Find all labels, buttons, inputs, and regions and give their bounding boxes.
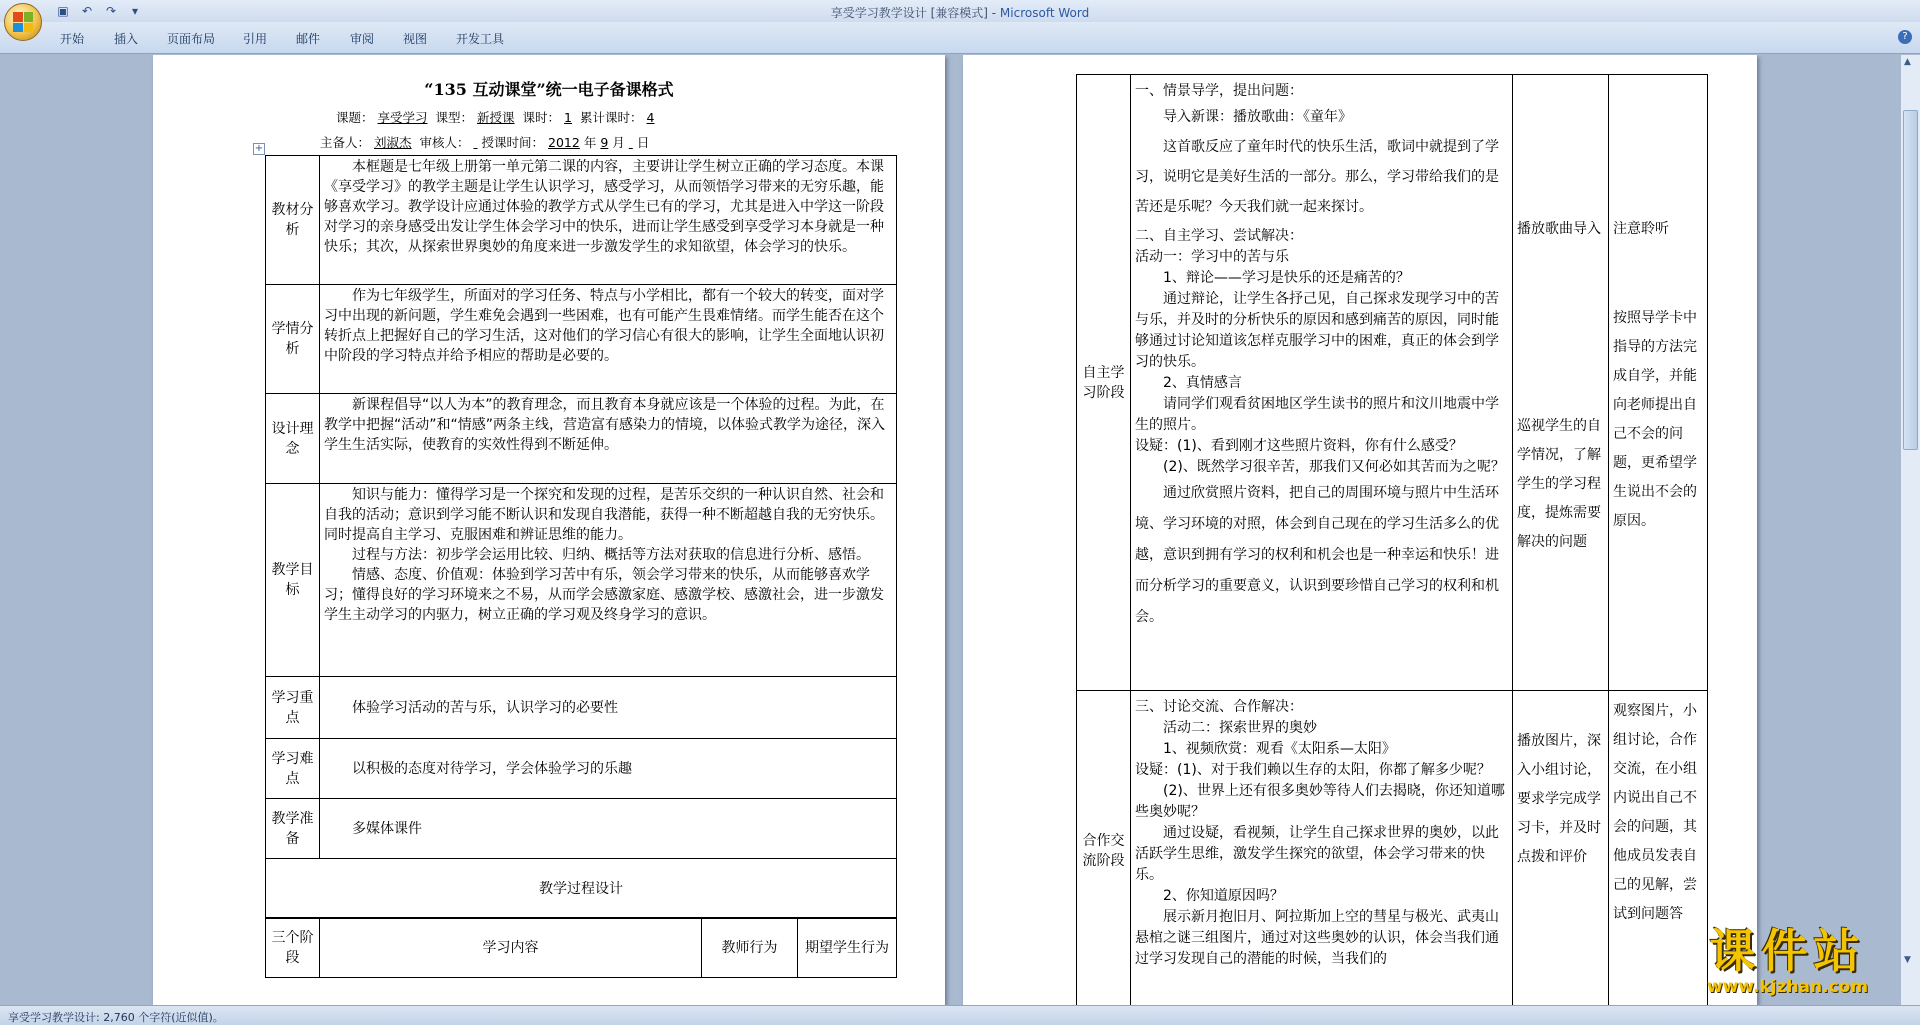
vertical-scrollbar[interactable] xyxy=(1900,55,1920,1005)
paragraph: 展示新月抱旧月、阿拉斯加上空的彗星与极光、武夷山悬棺之谜三组图片，通过对这些奥妙的认识，体会当我们通过学习发现自己的潜能的时候，当我们的 xyxy=(1135,909,1499,967)
status-bar xyxy=(0,1005,1920,1025)
paragraph: 活动二：探索世界的奥妙 xyxy=(1163,720,1317,736)
table-row xyxy=(266,739,897,799)
document-page-1 xyxy=(153,55,945,1005)
paragraph: 1、视频欣赏：观看《太阳系—太阳》 xyxy=(1163,741,1396,757)
window-title: 享受学习教学设计 [兼容模式] - Microsoft Word xyxy=(830,6,1090,20)
paragraph: 导入新课：播放歌曲：《童年》 xyxy=(1163,109,1352,125)
table-move-handle-icon[interactable]: + xyxy=(254,143,264,154)
tab-references[interactable]: 引用 xyxy=(243,32,268,46)
header-teacher: 教师行为 xyxy=(702,918,798,978)
difficult-point: 以积极的态度对待学习，学会体验学习的乐趣 xyxy=(352,760,632,777)
redo-icon[interactable]: ↷ xyxy=(105,4,117,18)
tab-insert[interactable]: 插入 xyxy=(114,32,139,46)
quick-access-toolbar xyxy=(50,3,144,19)
customize-toolbar-icon[interactable]: ▾ xyxy=(131,4,139,18)
document-page-2 xyxy=(963,55,1757,1005)
textbook-analysis: 本框题是七年级上册第一单元第二课的内容，主要讲让学生树立正确的学习态度。本课《享受学习》的教学主题是让学生认识学习，感受学习，从而领悟学习带来的无穷乐趣，能够喜欢学习。教学设计应通过体验的教学方式从学生已有的学习，尤其是进入中学这一阶段对学习的亲身感受出发让学生体会学习中的快乐，进而让学生感受到享受学习本身就是一种快乐；其次，从探索世界奥妙的角度来进一步激发学生的求知欲望，体会学习的快乐。 xyxy=(324,159,884,255)
watermark-logo xyxy=(1655,925,1920,1005)
table-row xyxy=(266,677,897,739)
table-row xyxy=(266,285,897,394)
row-label: 学情分析 xyxy=(266,285,320,394)
table-row xyxy=(266,799,897,859)
row-label: 学习难点 xyxy=(266,739,320,799)
word-count-status[interactable]: 享受学习教学设计: 2,760 个字符(近似值)。 xyxy=(8,1011,224,1024)
teacher-action: 巡视学生的自学情况，了解学生的学习程度，提炼需要解决的问题 xyxy=(1517,418,1601,550)
tab-home[interactable]: 开始 xyxy=(60,32,85,46)
table-row xyxy=(1077,75,1708,691)
ribbon-tabs xyxy=(0,22,1920,54)
table-row xyxy=(266,484,897,677)
tab-page-layout[interactable]: 页面布局 xyxy=(167,32,216,46)
year-value: 2012 xyxy=(548,135,580,150)
paragraph: 设疑：(1)、对于我们赖以生存的太阳，你都了解多少呢？ xyxy=(1135,762,1491,778)
process-header-table xyxy=(265,917,897,978)
document-title: “135 互动课堂”统一电子备课格式 xyxy=(424,80,674,99)
reviewer-value xyxy=(470,135,482,150)
preparer-meta-row: 主备人： 刘淑杰 审核人： 授课时间： 2012 年 9 月 日 xyxy=(320,135,650,150)
tab-developer[interactable]: 开发工具 xyxy=(456,32,505,46)
paragraph: 2、你知道原因吗？ xyxy=(1163,888,1284,904)
scroll-up-icon[interactable]: ▲ xyxy=(1904,57,1911,67)
process-design-heading: 教学过程设计 xyxy=(266,859,897,919)
student-action: 按照导学卡中指导的方法完成自学，并能向老师提出自己不会的问题，更希望学生说出不会的原因。 xyxy=(1613,310,1697,529)
table-row xyxy=(266,156,897,285)
table-row xyxy=(1077,691,1708,1006)
paragraph: 1、辩论——学习是快乐的还是痛苦的？ xyxy=(1163,270,1410,286)
row-label: 教学准备 xyxy=(266,799,320,859)
header-stage: 三个阶段 xyxy=(266,918,320,978)
paragraph: (2)、世界上还有很多奥妙等待人们去揭晓，你还知道哪些奥妙呢？ xyxy=(1135,783,1505,820)
tab-review[interactable]: 审阅 xyxy=(350,32,375,46)
total-hours-value: 4 xyxy=(646,110,655,125)
paragraph: 设疑：(1)、看到刚才这些照片资料，你有什么感受？ xyxy=(1135,438,1463,454)
paragraph: 活动一：学习中的苦与乐 xyxy=(1135,249,1289,265)
paragraph: 这首歌反应了童年时代的快乐生活，歌词中就提到了学习，说明它是美好生活的一部分。那么，学习带给我们的是苦还是乐呢？今天我们就一起来探讨。 xyxy=(1135,139,1499,215)
goal-attitude: 情感、态度、价值观：体验到学习苦中有乐，领会学习带来的快乐，从而能够喜欢学习；懂得良好的学习环境来之不易，从而学会感激家庭、感激学校、感激社会，进一步激发学生主动学习的内驱力，树立正确的学习观及终身学习的意识。 xyxy=(324,567,884,623)
header-content: 学习内容 xyxy=(320,918,702,978)
title-bar xyxy=(0,0,1920,22)
lesson-meta-row: 课题： 享受学习 课型： 新授课 课时： 1 累计课时： 4 xyxy=(336,108,658,126)
student-action: 观察图片，小组讨论，合作交流，在小组内说出自己不会的问题，其他成员发表自己的见解，尝试到问题答 xyxy=(1613,703,1697,922)
undo-icon[interactable]: ↶ xyxy=(81,4,93,18)
topic-value: 享受学习 xyxy=(377,110,428,125)
lesson-type-value: 新授课 xyxy=(477,110,515,125)
paragraph: 通过辩论，让学生各抒己见，自己探求发现学习中的苦与乐，并及时的分析快乐的原因和感到痛苦的原因，同时能够通过讨论知道该怎样克服学习中的困难，真正的体会到学习的快乐。 xyxy=(1135,291,1499,370)
preparer-value: 刘淑杰 xyxy=(374,135,412,150)
document-workspace xyxy=(0,55,1900,1005)
hours-value: 1 xyxy=(564,110,572,125)
stage-label: 合作交流阶段 xyxy=(1077,691,1131,1006)
scroll-thumb[interactable] xyxy=(1903,110,1918,450)
office-button[interactable] xyxy=(4,3,42,41)
watermark-text: 课件站 xyxy=(1709,924,1866,978)
row-label: 设计理念 xyxy=(266,394,320,484)
table-row xyxy=(266,859,897,919)
teacher-action: 播放歌曲导入 xyxy=(1517,221,1601,237)
section-heading: 一、情景导学，提出问题： xyxy=(1135,83,1303,99)
scroll-down-icon[interactable]: ▼ xyxy=(1904,955,1911,965)
day-value xyxy=(625,135,637,150)
student-action: 注意聆听 xyxy=(1613,221,1669,237)
process-table xyxy=(1076,74,1708,1005)
teaching-prep: 多媒体课件 xyxy=(352,820,422,837)
key-point: 体验学习活动的苦与乐，认识学习的必要性 xyxy=(352,699,618,716)
month-value: 9 xyxy=(600,135,609,150)
goal-knowledge: 知识与能力：懂得学习是一个探究和发现的过程，是苦乐交织的一种认识自然、社会和自我的活动；意识到学习能不断认识和发现自我潜能，获得一种不断超越自我的无穷快乐。同时提高自主学习、克服困难和辨证思维的能力。 xyxy=(324,487,884,543)
paragraph: 2、真情感言 xyxy=(1163,375,1242,391)
paragraph: (2)、既然学习很辛苦，那我们又何必如其苦而为之呢？ xyxy=(1163,459,1505,475)
row-label: 教学目标 xyxy=(266,484,320,677)
row-label: 学习重点 xyxy=(266,677,320,739)
paragraph: 通过欣赏照片资料，把自己的周围环境与照片中生活环境、学习环境的对照，体会到自己现在的学习生活多么的优越，意识到拥有学习的权利和机会也是一种幸运和快乐！进而分析学习的重要意义，认识到要珍惜自己学习的权利和机会。 xyxy=(1135,485,1499,625)
table-row xyxy=(266,394,897,484)
design-concept: 新课程倡导“以人为本”的教育理念，而且教育本身就应该是一个体验的过程。为此，在教学中把握“活动”和“情感”两条主线，营造富有感染力的情境，以体验式教学为途径，深入学生生活实际，使教育的实效性得到不断延伸。 xyxy=(324,397,886,453)
row-label: 教材分析 xyxy=(266,156,320,285)
paragraph: 请同学们观看贫困地区学生读书的照片和汶川地震中学生的照片。 xyxy=(1135,396,1499,433)
lesson-info-table xyxy=(265,155,897,919)
table-header-row xyxy=(266,918,897,978)
office-logo-icon xyxy=(13,12,33,32)
stage-label: 自主学习阶段 xyxy=(1077,75,1131,691)
tab-mailings[interactable]: 邮件 xyxy=(296,32,321,46)
section-heading: 三、讨论交流、合作解决： xyxy=(1135,699,1303,715)
help-icon[interactable]: ? xyxy=(1898,30,1912,44)
watermark-url: www.kjzhan.com xyxy=(1706,977,1869,997)
header-student: 期望学生行为 xyxy=(798,918,897,978)
teacher-action: 播放图片，深入小组讨论，要求学完成学习卡，并及时点拨和评价 xyxy=(1517,733,1601,865)
section-heading: 二、自主学习、尝试解决： xyxy=(1135,228,1303,244)
save-icon[interactable]: ▣ xyxy=(57,4,69,18)
paragraph: 通过设疑，看视频，让学生自己探求世界的奥妙，以此活跃学生思维，激发学生探究的欲望，体会学习带来的快乐。 xyxy=(1135,825,1499,883)
tab-view[interactable]: 视图 xyxy=(403,32,428,46)
goal-process: 过程与方法：初步学会运用比较、归纳、概括等方法对获取的信息进行分析、感悟。 xyxy=(352,547,870,563)
student-analysis: 作为七年级学生，所面对的学习任务、特点与小学相比，都有一个较大的转变，面对学习中出现的新问题，学生难免会遇到一些困难，也有可能产生畏难情绪。而学生能否在这个转折点上把握好自己的学习生活，这对他们的学习信心有很大的影响，让学生全面地认识初中阶段的学习特点并给予相应的帮助是必要的。 xyxy=(324,288,884,364)
